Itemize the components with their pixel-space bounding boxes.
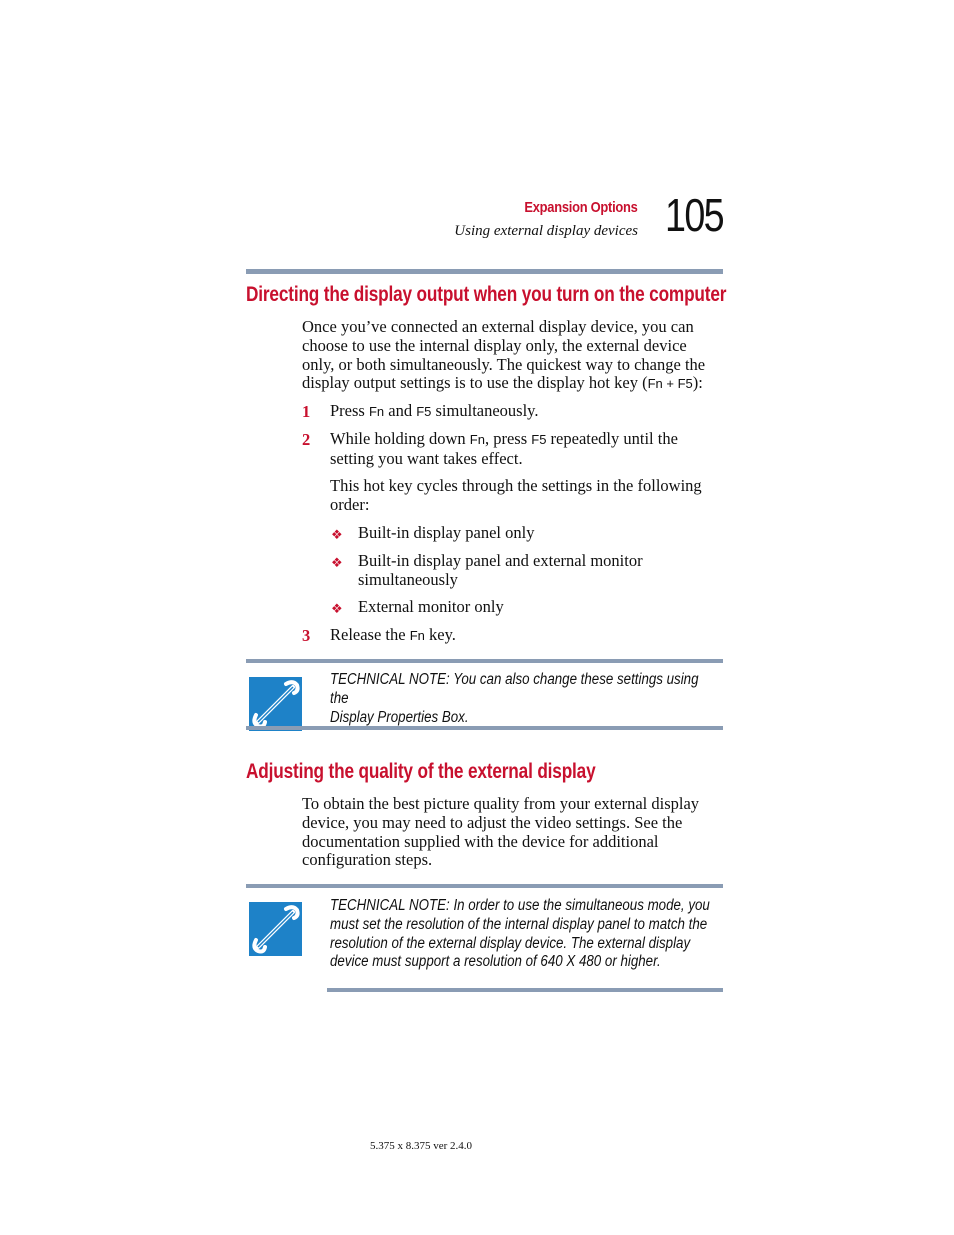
- bullet-icon: ❖: [331, 601, 343, 616]
- text-line: Display Properties Box.: [330, 708, 469, 726]
- text-line: TECHNICAL NOTE: You can also change these settings using the: [330, 671, 699, 707]
- text-fragment: display output settings is to use the display hot key (: [302, 373, 648, 393]
- text-fragment: Press: [330, 401, 369, 420]
- text-line: Once you’ve connected an external display device, you can: [302, 317, 694, 336]
- footer-version: 5.375 x 8.375 ver 2.4.0: [370, 1140, 473, 1152]
- running-subsection-title: Using external display devices: [454, 223, 638, 239]
- text-line: order:: [330, 494, 370, 514]
- bullet-icon: ❖: [331, 555, 343, 570]
- section2-paragraph: [302, 795, 732, 870]
- note-bottom-rule: [246, 726, 723, 730]
- key-name: Fn: [647, 376, 663, 392]
- note-bottom-rule: [327, 988, 723, 992]
- cycle-paragraph: [330, 477, 730, 515]
- wrench-icon: [249, 677, 302, 731]
- text-line: configuration steps.: [302, 850, 433, 870]
- step-text: [330, 402, 730, 422]
- text-line: choose to use the internal display only, the external device: [302, 335, 687, 355]
- key-name: Fn: [368, 404, 385, 419]
- intro-paragraph: [302, 318, 732, 394]
- text-line: TECHNICAL NOTE: In order to use the simultaneous mode, you: [330, 897, 710, 914]
- note-top-rule: [246, 884, 723, 888]
- text-line: This hot key cycles through the settings in the following: [330, 476, 702, 495]
- text-line: [330, 430, 730, 450]
- text-line: resolution of the external display device. The external display: [330, 934, 691, 952]
- key-name: Fn: [469, 432, 485, 447]
- step-number: 3: [302, 626, 311, 645]
- text-fragment: key.: [424, 625, 456, 644]
- section-heading: Adjusting the quality of the external display: [246, 760, 596, 783]
- text-line: To obtain the best picture quality from your external display: [302, 794, 700, 813]
- step-text: [330, 430, 730, 469]
- text-line: device, you may need to adjust the video settings. See the: [302, 812, 683, 832]
- page-number: 105: [665, 189, 724, 241]
- text-line: [302, 374, 732, 394]
- text-fragment: While holding down: [330, 429, 470, 448]
- text-line: setting you want takes effect.: [330, 448, 523, 468]
- bullet-text: External monitor only: [358, 597, 504, 616]
- text-fragment: Release the: [330, 625, 410, 644]
- text-fragment: and: [384, 401, 417, 420]
- text-line: device must support a resolution of 640 X 480 or higher.: [330, 953, 661, 971]
- key-name: Fn: [409, 628, 425, 643]
- text-fragment: +: [662, 376, 678, 392]
- text-fragment: ):: [692, 373, 703, 393]
- technical-note: [330, 671, 719, 727]
- step-number: 1: [302, 402, 311, 421]
- step-number: 2: [302, 430, 311, 449]
- text-fragment: simultaneously.: [431, 401, 539, 420]
- text-line: simultaneously: [358, 569, 458, 589]
- text-line: only, or both simultaneously. The quickest way to change the: [302, 354, 706, 374]
- key-name: F5: [677, 376, 693, 392]
- technical-note: [330, 897, 719, 972]
- bullet-text: [358, 552, 738, 590]
- running-section-title: Expansion Options: [524, 199, 638, 216]
- section-heading: Directing the display output when you turn on the computer: [246, 283, 727, 306]
- bullet-text: Built-in display panel only: [358, 523, 535, 542]
- text-fragment: repeatedly until the: [546, 429, 678, 448]
- key-name: F5: [416, 404, 432, 419]
- text-line: must set the resolution of the internal display panel to match the: [330, 915, 708, 933]
- note-top-rule: [246, 659, 723, 663]
- step-text: [330, 626, 730, 646]
- text-fragment: , press: [484, 429, 532, 448]
- wrench-icon: [249, 902, 302, 956]
- key-name: F5: [531, 432, 547, 447]
- text-line: Built-in display panel and external monitor: [358, 551, 643, 570]
- bullet-icon: ❖: [331, 527, 343, 542]
- section-divider: [246, 269, 723, 274]
- text-line: documentation supplied with the device for additional: [302, 831, 659, 851]
